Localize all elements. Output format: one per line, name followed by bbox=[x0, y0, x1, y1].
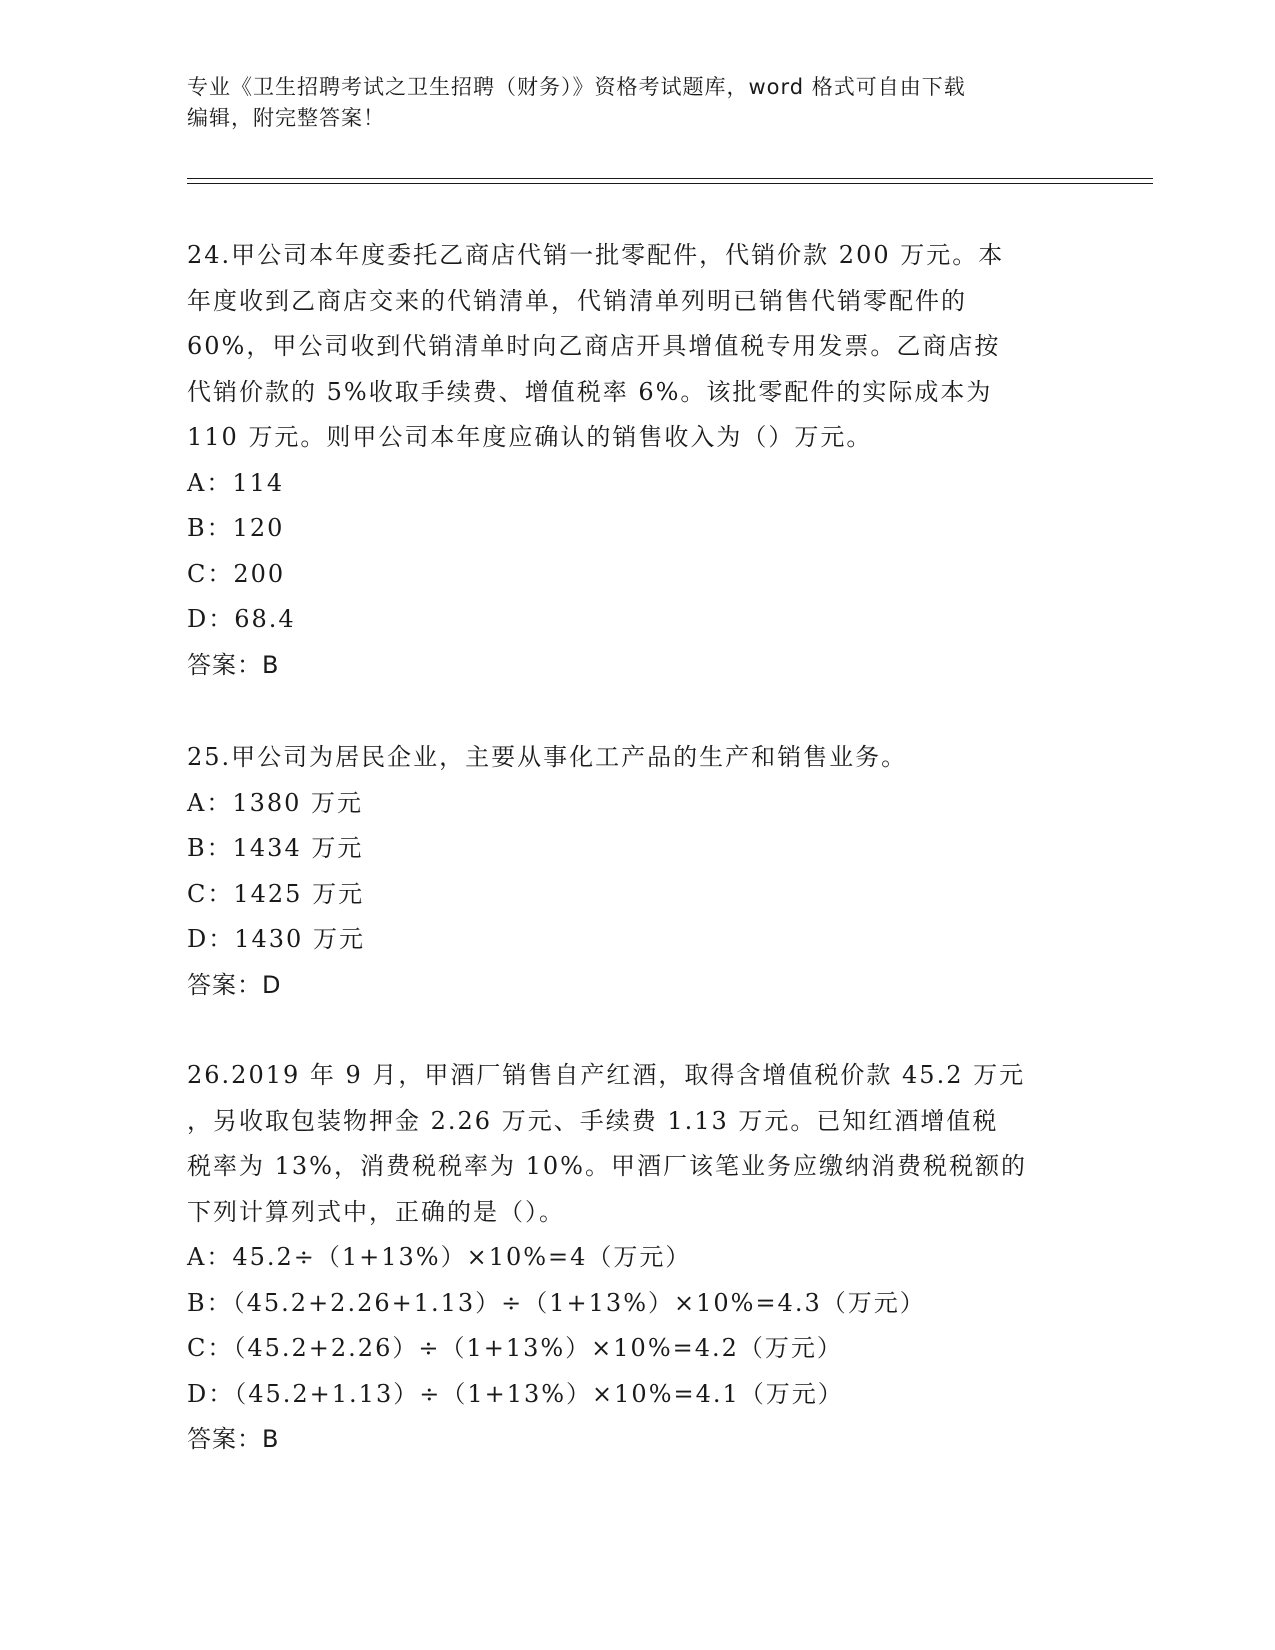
option-d: D：1430 万元 bbox=[187, 925, 365, 953]
question-stem bbox=[187, 1053, 1077, 1235]
option-a: A：1380 万元 bbox=[187, 788, 364, 817]
option-a: A：114 bbox=[187, 468, 285, 497]
stem-line: 60%，甲公司收到代销清单时向乙商店开具增值税专用发票。乙商店按 bbox=[187, 332, 1001, 360]
question-stem bbox=[187, 735, 1077, 781]
stem-line: 代销价款的 5%收取手续费、增值税率 6%。该批零配件的实际成本为 bbox=[187, 377, 993, 406]
header-divider-top bbox=[187, 178, 1153, 179]
stem-line: 24.甲公司本年度委托乙商店代销一批零配件，代销价款 200 万元。本 bbox=[187, 241, 1005, 269]
header-divider-bottom bbox=[187, 183, 1153, 184]
option-d: D：68.4 bbox=[187, 605, 296, 633]
stem-line: 110 万元。则甲公司本年度应确认的销售收入为（）万元。 bbox=[187, 423, 873, 451]
option-b: B：1434 万元 bbox=[187, 834, 364, 862]
stem-line: 25.甲公司为居民企业，主要从事化工产品的生产和销售业务。 bbox=[187, 743, 908, 771]
header-line-2: 编辑，附完整答案！ bbox=[187, 106, 385, 130]
answer-line: 答案：D bbox=[187, 970, 282, 999]
option-b: B：（45.2+2.26+1.13）÷（1+13%）×10%=4.3（万元） bbox=[187, 1288, 926, 1317]
question-stem bbox=[187, 233, 1077, 461]
question-25 bbox=[187, 735, 1077, 1008]
option-c: C：（45.2+2.26）÷（1+13%）×10%=4.2（万元） bbox=[187, 1334, 843, 1362]
stem-line: 26.2019 年 9 月，甲酒厂销售自产红酒，取得含增值税价款 45.2 万元 bbox=[187, 1061, 1026, 1089]
answer-line: 答案：B bbox=[187, 1425, 280, 1453]
option-d: D：（45.2+1.13）÷（1+13%）×10%=4.1（万元） bbox=[187, 1379, 844, 1408]
option-b: B：120 bbox=[187, 514, 285, 542]
option-a: A：45.2÷（1+13%）×10%=4（万元） bbox=[187, 1243, 692, 1271]
stem-line: 年度收到乙商店交来的代销清单，代销清单列明已销售代销零配件的 bbox=[187, 286, 967, 315]
question-24 bbox=[187, 233, 1077, 688]
stem-line: 税率为 13%，消费税税率为 10%。甲酒厂该笔业务应缴纳消费税税额的 bbox=[187, 1152, 1027, 1180]
answer-line: 答案：B bbox=[187, 650, 280, 679]
stem-line: ，另收取包装物押金 2.26 万元、手续费 1.13 万元。已知红酒增值税 bbox=[187, 1106, 999, 1135]
option-c: C：200 bbox=[187, 559, 286, 588]
stem-line: 下列计算列式中，正确的是（）。 bbox=[187, 1197, 565, 1226]
header-line-1: 专业《卫生招聘考试之卫生招聘（财务）》资格考试题库，word 格式可自由下载 bbox=[187, 75, 966, 99]
document-header bbox=[187, 72, 1067, 134]
question-26 bbox=[187, 1053, 1077, 1463]
option-c: C：1425 万元 bbox=[187, 879, 365, 908]
